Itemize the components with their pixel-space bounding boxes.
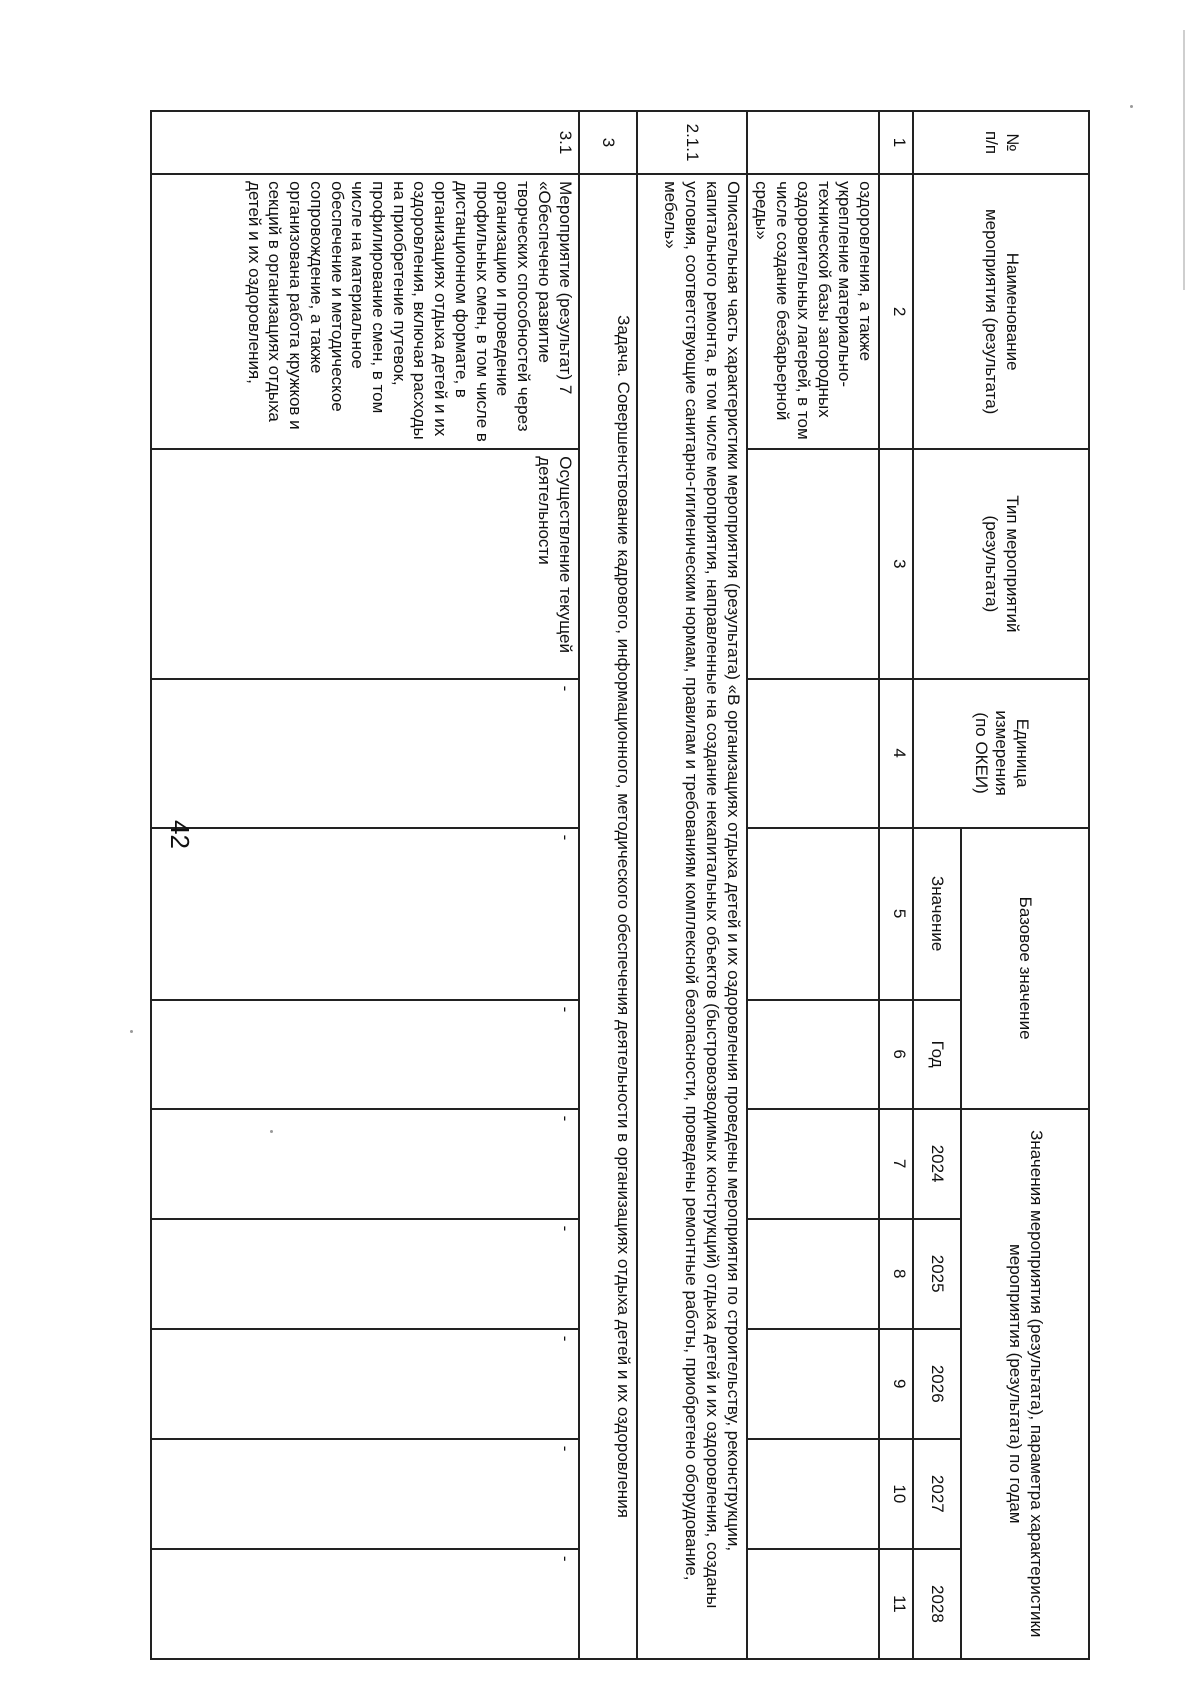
cell-2028: - bbox=[151, 1549, 579, 1659]
column-number: 6 bbox=[879, 1000, 913, 1109]
column-number: 9 bbox=[879, 1329, 913, 1439]
header-base-group: Базовое значение bbox=[961, 828, 1089, 1109]
cell-activity-name: Мероприятие (результат) 7 «Обеспечено развитие творческих способностей через организацию и проведение профильных смен, в том числе в дистанционном формате, в организациях отдыха детей и их оздоровления, включая расходы на приобретение путевок, профилирование смен, в том числе на материальное обеспечение и методическое сопровождение, а также организована работа кружков и секций в организациях отдыха детей и их оздоровления, bbox=[151, 174, 579, 449]
table-row-task-3 bbox=[579, 111, 637, 1659]
cell-base-year: - bbox=[151, 1000, 579, 1109]
column-numbers-row bbox=[879, 111, 913, 1659]
scan-dust bbox=[1130, 105, 1133, 108]
cell-activity-type: Осуществление текущей деятельности bbox=[151, 449, 579, 678]
cell-empty bbox=[747, 111, 879, 174]
cell-empty bbox=[747, 828, 879, 1000]
row-number: 3 bbox=[579, 111, 637, 174]
table-row-3-1 bbox=[151, 111, 579, 1659]
cell-empty bbox=[747, 1549, 879, 1659]
table-row-continued bbox=[747, 111, 879, 1659]
cell-empty bbox=[747, 1329, 879, 1439]
cell-2026: - bbox=[151, 1329, 579, 1439]
rotated-page bbox=[165, 110, 1090, 1660]
activity-table bbox=[150, 110, 1090, 1660]
cell-2025: - bbox=[151, 1219, 579, 1329]
column-number: 1 bbox=[879, 111, 913, 174]
header-year-2026: 2026 bbox=[913, 1329, 961, 1439]
row-number: 2.1.1 bbox=[637, 111, 747, 174]
table-row-2-1-1 bbox=[637, 111, 747, 1659]
column-number: 2 bbox=[879, 174, 913, 449]
cell-2024: - bbox=[151, 1109, 579, 1219]
cell-empty bbox=[747, 1439, 879, 1549]
column-number: 3 bbox=[879, 449, 913, 678]
column-number: 7 bbox=[879, 1109, 913, 1219]
task-description: Задача. Совершенствование кадрового, информационного, методического обеспечения деятельности в организациях отдыха детей и их оздоровления bbox=[579, 174, 637, 1659]
cell-2027: - bbox=[151, 1439, 579, 1549]
page-number: 42 bbox=[165, 820, 195, 849]
cell-name-continued: оздоровления, а также укрепление материально-технической базы загородных оздоровительных лагерей, в том числе создание безбарьерной среды» bbox=[747, 174, 879, 449]
cell-empty bbox=[747, 449, 879, 678]
cell-empty bbox=[747, 1109, 879, 1219]
header-unit: Единица измерения (по ОКЕИ) bbox=[913, 679, 1089, 828]
header-year-2028: 2028 bbox=[913, 1549, 961, 1659]
header-num: № п/п bbox=[913, 111, 1089, 174]
scan-edge-line bbox=[1183, 30, 1185, 290]
header-year-2027: 2027 bbox=[913, 1439, 961, 1549]
cell-empty bbox=[747, 1219, 879, 1329]
descriptive-characteristic: Описательная часть характеристики мероприятия (результата) «В организациях отдыха детей и их оздоровления проведены мероприятия по строительству, реконструкции, капитального ремонта, в том числе мероприятия, направленные на создание некапитальных объектов (быстровозводимых конструкций) отдыха детей и их оздоровления, созданы условия, соответствующие санитарно-гигиеническим нормам, правилам и требованиям комплексной безопасности, проведены ремонтные работы, приобретено оборудование, мебель» bbox=[637, 174, 747, 1659]
header-base-value: Значение bbox=[913, 828, 961, 1000]
row-number: 3.1 bbox=[151, 111, 579, 174]
column-number: 11 bbox=[879, 1549, 913, 1659]
header-years-group: Значения мероприятия (результата), параметра характеристики мероприятия (результата) по годам bbox=[961, 1109, 1089, 1659]
column-number: 4 bbox=[879, 679, 913, 828]
cell-empty bbox=[747, 679, 879, 828]
column-number: 10 bbox=[879, 1439, 913, 1549]
cell-unit: - bbox=[151, 679, 579, 828]
scan-dust bbox=[130, 1030, 133, 1033]
header-year-2024: 2024 bbox=[913, 1109, 961, 1219]
header-row-1 bbox=[961, 111, 1089, 1659]
header-base-year: Год bbox=[913, 1000, 961, 1109]
column-number: 8 bbox=[879, 1219, 913, 1329]
header-name: Наименование мероприятия (результата) bbox=[913, 174, 1089, 449]
column-number: 5 bbox=[879, 828, 913, 1000]
header-type: Тип мероприятий (результата) bbox=[913, 449, 1089, 678]
header-year-2025: 2025 bbox=[913, 1219, 961, 1329]
cell-empty bbox=[747, 1000, 879, 1109]
cell-base-value: - bbox=[151, 828, 579, 1000]
